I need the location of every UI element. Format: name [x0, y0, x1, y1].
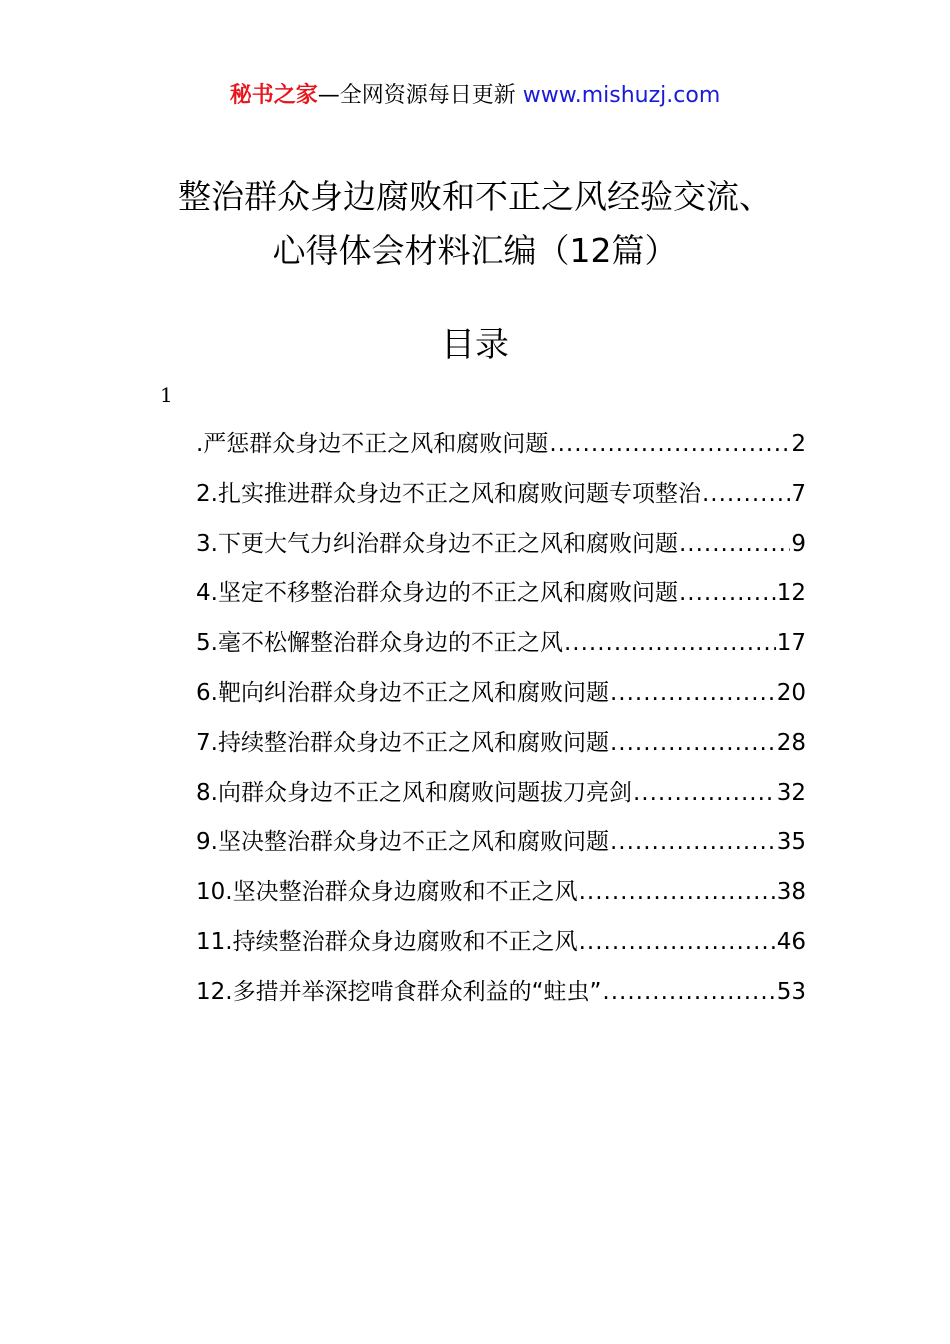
dot-leader	[579, 873, 776, 911]
toc-entry[interactable]	[196, 574, 806, 624]
toc-entry[interactable]	[196, 774, 806, 824]
toc-entry-page: 32	[776, 779, 806, 806]
toc-entry-title: .严惩群众身边不正之风和腐败问题	[196, 431, 549, 457]
title-line-1: 整治群众身边腐败和不正之风经验交流、	[178, 177, 772, 216]
banner-tagline: —全网资源每日更新	[317, 83, 516, 108]
dot-leader	[610, 724, 776, 762]
toc-entry-page: 17	[776, 630, 806, 657]
toc-entry-title: 10.坚决整治群众身边腐败和不正之风	[196, 879, 578, 906]
toc-entry-title: 4.坚定不移整治群众身边的不正之风和腐败问题	[196, 580, 678, 607]
toc-entry-title: 5.毫不松懈整治群众身边的不正之风	[196, 630, 563, 657]
page-marker: 1	[160, 383, 173, 407]
toc-entry-title: 3.下更大气力纠治群众身边不正之风和腐败问题	[196, 530, 678, 557]
dot-leader	[610, 823, 776, 861]
toc-entry[interactable]	[196, 624, 806, 674]
toc-entry-title: 12.多措并举深挖啃食群众利益的“蛀虫”	[196, 978, 602, 1005]
toc-heading: 目录	[441, 325, 509, 365]
toc-entry-title: 2.扎实推进群众身边不正之风和腐败问题专项整治	[196, 480, 701, 507]
toc-entry[interactable]	[196, 823, 806, 873]
toc-entry-page: 38	[776, 879, 806, 906]
toc-entry-title: 8.向群众身边不正之风和腐败问题拔刀亮剑	[196, 779, 632, 806]
dot-leader	[564, 624, 776, 662]
site-banner	[0, 80, 950, 112]
toc-entry-page: 28	[776, 729, 806, 756]
toc-entry-page: 53	[776, 978, 806, 1005]
toc-entry-page: 7	[791, 480, 806, 507]
dot-leader	[633, 774, 776, 812]
dot-leader	[549, 425, 790, 463]
toc-entry[interactable]	[196, 425, 806, 475]
document-title	[0, 170, 950, 278]
toc-entry-page: 12	[776, 580, 806, 607]
dot-leader	[610, 674, 776, 712]
table-of-contents	[196, 425, 806, 1023]
toc-entry-page: 46	[776, 928, 806, 955]
toc-entry-page: 20	[776, 679, 806, 706]
toc-entry-title: 7.持续整治群众身边不正之风和腐败问题	[196, 729, 609, 756]
toc-entry-page: 9	[791, 530, 806, 557]
toc-entry[interactable]	[196, 475, 806, 525]
toc-entry-title: 6.靶向纠治群众身边不正之风和腐败问题	[196, 679, 609, 706]
dot-leader	[679, 525, 790, 563]
brand-name: 秘书之家	[229, 83, 318, 108]
toc-entry[interactable]	[196, 525, 806, 575]
dot-leader	[702, 475, 790, 513]
dot-leader	[602, 973, 775, 1011]
dot-leader	[579, 923, 776, 961]
toc-entry-title: 9.坚决整治群众身边不正之风和腐败问题	[196, 829, 609, 856]
title-line-2: 心得体会材料汇编（12篇）	[272, 231, 678, 270]
toc-entry[interactable]	[196, 873, 806, 923]
toc-entry-page: 2	[791, 431, 806, 457]
dot-leader	[679, 574, 776, 612]
toc-entry[interactable]	[196, 923, 806, 973]
website-link[interactable]: www.mishuzj.com	[522, 83, 721, 108]
toc-entry-title: 11.持续整治群众身边腐败和不正之风	[196, 928, 578, 955]
toc-entry[interactable]	[196, 724, 806, 774]
toc-entry-page: 35	[776, 829, 806, 856]
toc-entry[interactable]	[196, 973, 806, 1023]
toc-entry[interactable]	[196, 674, 806, 724]
